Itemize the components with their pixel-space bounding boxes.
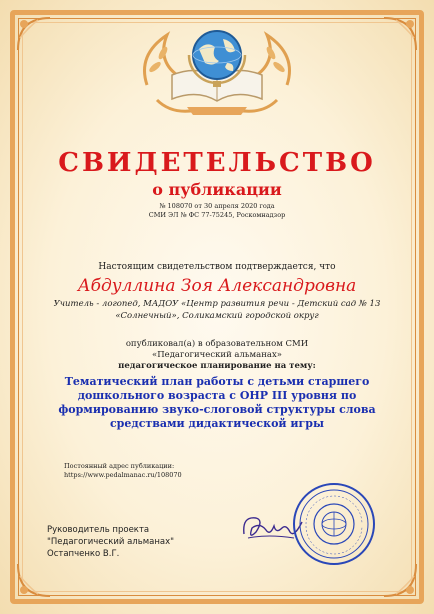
corner-ornament [14, 14, 54, 54]
certificate-subtitle: о публикации [152, 180, 282, 199]
author-position: Учитель - логопед, МАДОУ «Центр развития речи - Детский сад № 13 «Солнечный», Соликамский городской округ [53, 299, 381, 321]
corner-ornament [14, 560, 54, 600]
topic-label: педагогическое планирование на тему: [118, 361, 316, 371]
round-seal [292, 482, 376, 566]
confirmation-text: Настоящим свидетельством подтверждается, что [98, 262, 336, 272]
published-line-1: опубликовал(а) в образовательном СМИ [125, 339, 309, 349]
published-line-2: «Педагогический альманах» [152, 350, 282, 360]
project-director [47, 524, 174, 560]
director-name: Остапченко В.Г. [47, 549, 120, 559]
address-url[interactable]: https://www.pedalmanac.ru/108070 [64, 471, 182, 479]
address-label: Постоянный адрес публикации: [64, 462, 175, 470]
media-license: СМИ ЭЛ № ФС 77-75245, Роскомнадзор [148, 211, 286, 219]
corner-ornament [380, 14, 420, 54]
author-name: Абдуллина Зоя Александровна [77, 276, 357, 296]
director-project: "Педагогический альманах" [47, 537, 175, 547]
published-statement [0, 339, 434, 361]
director-role: Руководитель проекта [47, 525, 150, 535]
certificate-title: СВИДЕТЕЛЬСТВО [58, 148, 376, 178]
publication-address [64, 462, 182, 480]
corner-ornament [380, 560, 420, 600]
registration-number: № 108070 от 30 апреля 2020 года [159, 202, 275, 210]
publication-topic: Тематический план работы с детьми старшего дошкольного возраста с ОНР III уровня по формированию звуко-слоговой структуры слова средствами дидактической игры [58, 375, 376, 430]
globe-book-laurel-icon [127, 15, 307, 125]
